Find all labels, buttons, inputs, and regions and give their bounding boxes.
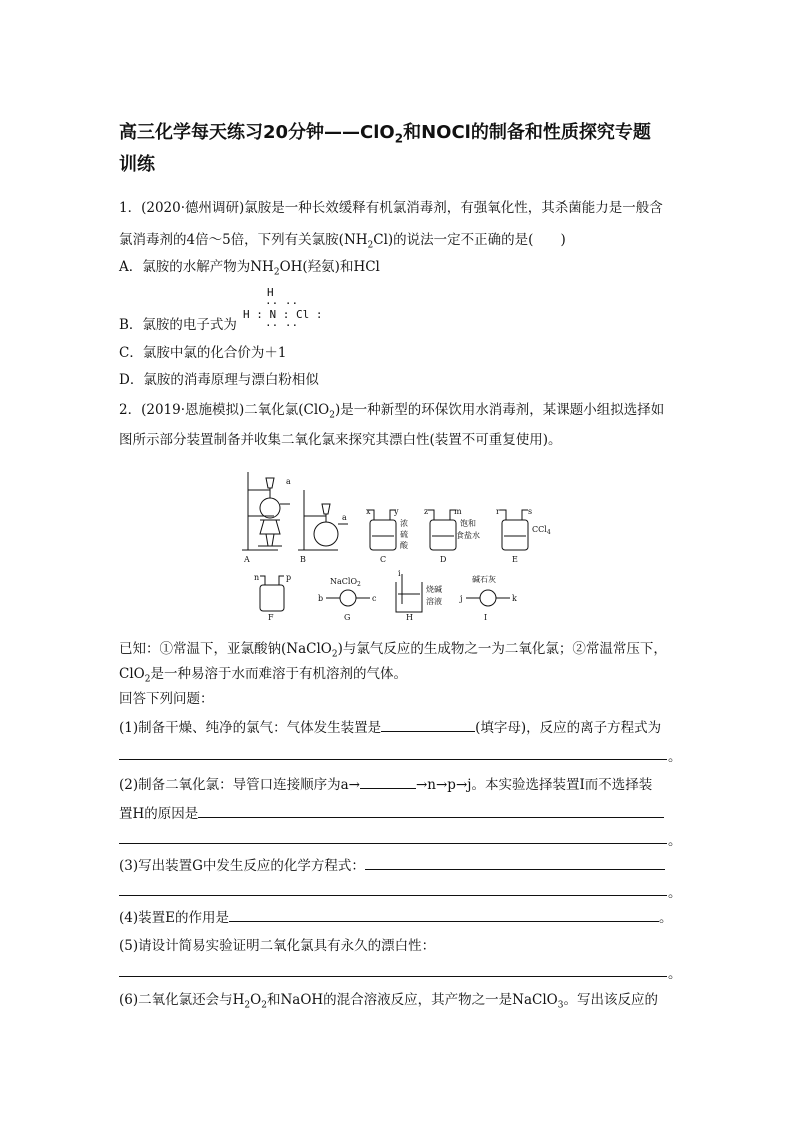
- port-n: n: [254, 573, 260, 582]
- reagent-h-2: 溶液: [426, 597, 442, 606]
- label-d: D: [440, 555, 447, 564]
- part-6: (6)二氧化氯还会与$H_2O_2$和NaOH的混合溶液反应，其产物之一是NaClO$_3$。写出该反应的: [119, 992, 658, 1011]
- port-y: y: [394, 507, 399, 516]
- port-p: p: [286, 573, 292, 582]
- reagent-d-2: 食盐水: [456, 531, 480, 540]
- port-a2: a: [342, 513, 347, 522]
- label-f: F: [268, 613, 274, 620]
- blank-2b[interactable]: [198, 805, 664, 818]
- port-i: i: [398, 569, 401, 578]
- port-c: c: [372, 594, 377, 603]
- q1-option-b: B．氯胺的电子式为: [119, 317, 237, 333]
- answer-prompt: 回答下列问题：: [119, 691, 214, 707]
- q1-stem-line1: 1．(2020·德州调研)氯胺是一种长效缓释有机氯消毒剂，有强氧化性，其杀菌能力是一般含: [119, 200, 663, 216]
- period-1: 。: [668, 749, 682, 765]
- label-c: C: [380, 555, 387, 564]
- part-2-cont: 置H的原因是: [119, 805, 689, 823]
- reagent-c-2: 硫: [400, 530, 408, 539]
- port-z: z: [424, 507, 429, 516]
- known-line2: ClO$_2$是一种易溶于水而难溶于有机溶剂的气体。: [119, 666, 407, 685]
- label-a: A: [244, 555, 250, 564]
- answer-line-3[interactable]: [119, 895, 667, 896]
- answer-line-5[interactable]: [119, 976, 667, 977]
- reagent-d-1: 饱和: [460, 519, 476, 528]
- title-text: 高三化学每天练习20分钟——ClO: [119, 122, 395, 143]
- blank-4[interactable]: [229, 909, 659, 922]
- apparatus-f: [260, 576, 284, 611]
- reagent-i: 碱石灰: [472, 575, 496, 584]
- part-4: (4)装置E的作用是 。: [119, 910, 673, 926]
- title-line2: 训练: [119, 154, 155, 175]
- reagent-c-1: 浓: [400, 519, 408, 528]
- apparatus-e: [500, 510, 528, 550]
- apparatus-g: [326, 590, 370, 606]
- apparatus-a: [242, 472, 290, 550]
- apparatus-b: [298, 490, 348, 550]
- apparatus-figure: [238, 470, 558, 620]
- period-3: 。: [668, 885, 682, 901]
- period-2: 。: [668, 833, 682, 849]
- port-j: j: [460, 594, 463, 603]
- part-2: (2)制备二氧化氯：导管口连接顺序为a→ →n→p→j。本实验选择装置I而不选择装: [119, 777, 653, 793]
- port-m: m: [454, 507, 462, 516]
- part-3: (3)写出装置G中发生反应的化学方程式：: [119, 857, 689, 875]
- label-b: B: [300, 555, 306, 564]
- q2-stem-line1: 2．(2019·恩施模拟)二氧化氯(ClO$_2$)是一种新型的环保饮用水消毒剂，某课题小组拟选择如: [119, 402, 665, 421]
- label-g: G: [344, 613, 351, 620]
- q1-option-c: C．氯胺中氯的化合价为＋1: [119, 345, 287, 361]
- apparatus-c: [368, 510, 396, 550]
- label-i: I: [484, 613, 488, 620]
- reagent-c-3: 酸: [400, 541, 408, 550]
- q1-option-d: D．氯胺的消毒原理与漂白粉相似: [119, 372, 319, 388]
- apparatus-i: [466, 590, 510, 606]
- answer-line-2[interactable]: [119, 843, 667, 844]
- label-h: H: [406, 613, 413, 620]
- q2-stem-line2: 图所示部分装置制备并收集二氧化氯来探究其漂白性(装置不可重复使用)。: [119, 432, 562, 448]
- port-x: x: [366, 507, 371, 516]
- port-r: r: [496, 507, 500, 516]
- blank-2[interactable]: [360, 776, 416, 789]
- port-b: b: [318, 594, 324, 603]
- q1-stem-line2: 氯消毒剂的4倍～5倍，下列有关氯胺$(NH_2Cl)$的说法一定不正确的是( ): [119, 232, 566, 251]
- blank-3[interactable]: [365, 857, 665, 870]
- port-k: k: [512, 594, 517, 603]
- apparatus-h: [396, 574, 422, 612]
- electron-formula: H ·· ·· H : N : Cl : ·· ··: [243, 286, 323, 332]
- blank-1[interactable]: [381, 719, 475, 732]
- answer-line-1[interactable]: [119, 759, 667, 760]
- reagent-g: NaClO$_2$: [330, 577, 361, 588]
- title-text-rest: 和NOCl的制备和性质探究专题: [403, 122, 651, 143]
- page-title: [119, 117, 699, 181]
- port-s: s: [528, 507, 533, 516]
- label-e: E: [512, 555, 518, 564]
- q1-option-a: A．氯胺的水解产物为$NH_2OH$(羟氨)和HCl: [119, 259, 380, 278]
- apparatus-d: [428, 510, 456, 550]
- part-1: (1)制备干燥、纯净的氯气：气体发生装置是 (填字母)，反应的离子方程式为: [119, 720, 662, 736]
- period-5: 。: [668, 966, 682, 982]
- reagent-e: CCl$_4$: [532, 525, 551, 536]
- port-a1: a: [286, 477, 291, 486]
- reagent-h-1: 烧碱: [426, 585, 442, 594]
- known-line1: 已知：①常温下，亚氯酸钠(NaClO$_2$)与氯气反应的生成物之一为二氧化氯；②常温常压下，: [119, 641, 667, 660]
- title-subscript: 2: [394, 131, 404, 146]
- part-5: (5)请设计简易实验证明二氧化氯具有永久的漂白性：: [119, 938, 436, 954]
